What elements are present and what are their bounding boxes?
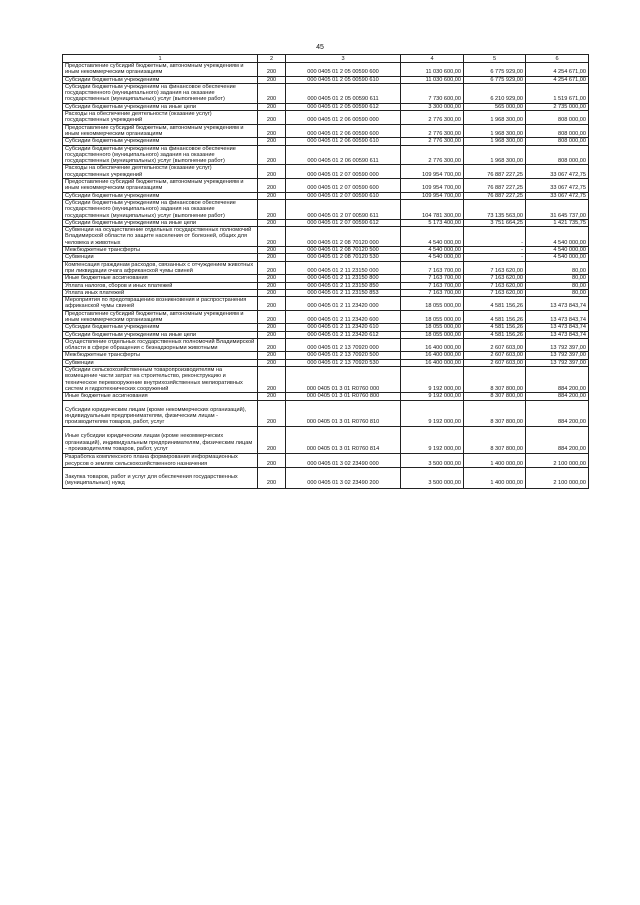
row-remaining-cell: 33 067 472,75 bbox=[526, 179, 589, 193]
table-row bbox=[63, 282, 589, 289]
row-approved-cell: 18 055 000,00 bbox=[401, 310, 464, 324]
row-executed-cell: 7 163 620,00 bbox=[464, 289, 526, 296]
row-code-cell: 200 bbox=[258, 454, 286, 468]
row-executed-cell: 7 163 620,00 bbox=[464, 275, 526, 282]
row-remaining-cell: 884 200,00 bbox=[526, 367, 589, 393]
row-code-cell: 200 bbox=[258, 338, 286, 352]
row-code-cell: 200 bbox=[258, 261, 286, 275]
row-kbk-cell: 000 0405 01 2 07 00590 611 bbox=[286, 199, 401, 219]
table-row bbox=[63, 124, 589, 138]
row-kbk-cell: 000 0405 01 2 06 00590 610 bbox=[286, 138, 401, 145]
table-row bbox=[63, 63, 589, 77]
table-row bbox=[63, 219, 589, 226]
table-row bbox=[63, 400, 589, 427]
row-remaining-cell: 884 200,00 bbox=[526, 427, 589, 454]
row-approved-cell: 109 954 700,00 bbox=[401, 179, 464, 193]
row-approved-cell: 3 300 000,00 bbox=[401, 103, 464, 110]
row-approved-cell: 16 400 000,00 bbox=[401, 359, 464, 366]
row-approved-cell: 2 776 300,00 bbox=[401, 138, 464, 145]
row-executed-cell: 6 775 929,00 bbox=[464, 63, 526, 77]
row-name-cell: Субвенции bbox=[63, 359, 258, 366]
row-approved-cell: 104 781 300,00 bbox=[401, 199, 464, 219]
row-approved-cell: 3 500 000,00 bbox=[401, 467, 464, 488]
row-code-cell: 200 bbox=[258, 138, 286, 145]
column-header: 6 bbox=[526, 55, 589, 63]
row-name-cell: Субсидии бюджетным учреждениям bbox=[63, 324, 258, 331]
row-code-cell: 200 bbox=[258, 289, 286, 296]
table-row bbox=[63, 227, 589, 247]
row-approved-cell: 3 500 000,00 bbox=[401, 454, 464, 468]
row-remaining-cell: 2 100 000,00 bbox=[526, 454, 589, 468]
row-executed-cell: - bbox=[464, 227, 526, 247]
row-executed-cell: 1 968 300,00 bbox=[464, 145, 526, 165]
row-name-cell: Субсидии сельскохозяйственным товаропроизводителям на возмещение части затрат на строительство, реконструкцию и техническое перевооружение внутрихозяйственных мелиоративных систем и гидротехнических сооружений bbox=[63, 367, 258, 393]
row-approved-cell: 7 163 700,00 bbox=[401, 282, 464, 289]
row-remaining-cell: 13 792 397,00 bbox=[526, 352, 589, 359]
table-row bbox=[63, 192, 589, 199]
row-remaining-cell: 4 540 000,00 bbox=[526, 227, 589, 247]
row-code-cell: 200 bbox=[258, 247, 286, 254]
row-code-cell: 200 bbox=[258, 111, 286, 125]
row-executed-cell: 4 581 156,26 bbox=[464, 331, 526, 338]
table-row bbox=[63, 145, 589, 165]
column-header: 4 bbox=[401, 55, 464, 63]
table-row bbox=[63, 247, 589, 254]
row-executed-cell: - bbox=[464, 247, 526, 254]
row-name-cell: Субсидии бюджетным учреждениям на финансовое обеспечение государственного (муниципального) задания на оказание государственных (муниципальных) услуг (выполнение работ) bbox=[63, 145, 258, 165]
row-code-cell: 200 bbox=[258, 83, 286, 103]
table-body bbox=[63, 63, 589, 489]
row-approved-cell: 18 055 000,00 bbox=[401, 331, 464, 338]
row-kbk-cell: 000 0405 01 2 05 00590 600 bbox=[286, 63, 401, 77]
row-remaining-cell: 13 792 397,00 bbox=[526, 359, 589, 366]
row-kbk-cell: 000 0405 01 2 08 70120 500 bbox=[286, 247, 401, 254]
row-executed-cell: 76 887 227,25 bbox=[464, 192, 526, 199]
row-code-cell: 200 bbox=[258, 275, 286, 282]
row-code-cell: 200 bbox=[258, 297, 286, 311]
row-approved-cell: 5 173 400,00 bbox=[401, 219, 464, 226]
row-kbk-cell: 000 0405 01 3 02 23490 000 bbox=[286, 454, 401, 468]
row-executed-cell: 1 400 000,00 bbox=[464, 467, 526, 488]
row-executed-cell: 4 581 156,26 bbox=[464, 324, 526, 331]
table-row bbox=[63, 254, 589, 261]
row-executed-cell: 1 400 000,00 bbox=[464, 454, 526, 468]
row-code-cell: 200 bbox=[258, 427, 286, 454]
row-code-cell: 200 bbox=[258, 227, 286, 247]
row-name-cell: Субсидии юридическим лицам (кроме некоммерческих организаций), индивидуальным предпринимателям, физическим лицам - производителям товаров, работ, услуг bbox=[63, 400, 258, 427]
row-remaining-cell: 80,00 bbox=[526, 275, 589, 282]
row-executed-cell: 4 581 156,26 bbox=[464, 297, 526, 311]
row-approved-cell: 18 055 000,00 bbox=[401, 324, 464, 331]
row-remaining-cell: 1 421 735,75 bbox=[526, 219, 589, 226]
row-name-cell: Субсидии бюджетным учреждениям на финансовое обеспечение государственного (муниципального) задания на оказание государственных (муниципальных) услуг (выполнение работ) bbox=[63, 83, 258, 103]
row-name-cell: Иные бюджетные ассигнования bbox=[63, 275, 258, 282]
row-code-cell: 200 bbox=[258, 145, 286, 165]
table-row bbox=[63, 289, 589, 296]
row-kbk-cell: 000 0405 01 2 07 00590 600 bbox=[286, 179, 401, 193]
row-remaining-cell: 13 473 843,74 bbox=[526, 297, 589, 311]
table-row bbox=[63, 111, 589, 125]
row-name-cell: Субсидии бюджетным учреждениям bbox=[63, 76, 258, 83]
row-executed-cell: - bbox=[464, 254, 526, 261]
row-approved-cell: 2 776 300,00 bbox=[401, 124, 464, 138]
row-kbk-cell: 000 0405 01 2 08 70120 530 bbox=[286, 254, 401, 261]
row-name-cell: Субвенции bbox=[63, 254, 258, 261]
row-remaining-cell: 80,00 bbox=[526, 261, 589, 275]
row-kbk-cell: 000 0405 01 2 13 70920 000 bbox=[286, 338, 401, 352]
row-remaining-cell: 13 473 843,74 bbox=[526, 324, 589, 331]
row-name-cell: Разработка комплексного плана формирования информационных ресурсов о землях сельскохозяйственного назначения bbox=[63, 454, 258, 468]
row-kbk-cell: 000 0405 01 2 11 23420 612 bbox=[286, 331, 401, 338]
row-remaining-cell: 808 000,00 bbox=[526, 111, 589, 125]
row-remaining-cell: 33 067 472,75 bbox=[526, 192, 589, 199]
table-row bbox=[63, 454, 589, 468]
row-approved-cell: 4 540 000,00 bbox=[401, 254, 464, 261]
row-kbk-cell: 000 0405 01 2 11 23150 850 bbox=[286, 282, 401, 289]
table-row bbox=[63, 427, 589, 454]
row-code-cell: 200 bbox=[258, 331, 286, 338]
row-kbk-cell: 000 0405 01 2 05 00590 611 bbox=[286, 83, 401, 103]
table-row bbox=[63, 324, 589, 331]
row-remaining-cell: 80,00 bbox=[526, 289, 589, 296]
table-row bbox=[63, 331, 589, 338]
row-name-cell: Уплата налогов, сборов и иных платежей bbox=[63, 282, 258, 289]
row-executed-cell: 73 135 563,00 bbox=[464, 199, 526, 219]
row-remaining-cell: 4 254 671,00 bbox=[526, 76, 589, 83]
row-code-cell: 200 bbox=[258, 199, 286, 219]
row-name-cell: Закупка товаров, работ и услуг для обеспечения государственных (муниципальных) нужд bbox=[63, 467, 258, 488]
row-code-cell: 200 bbox=[258, 63, 286, 77]
row-code-cell: 200 bbox=[258, 165, 286, 179]
row-kbk-cell: 000 0405 01 2 06 00590 611 bbox=[286, 145, 401, 165]
row-code-cell: 200 bbox=[258, 393, 286, 400]
row-approved-cell: 7 730 600,00 bbox=[401, 83, 464, 103]
row-kbk-cell: 000 0405 01 2 13 70920 530 bbox=[286, 359, 401, 366]
table-row bbox=[63, 165, 589, 179]
row-approved-cell: 16 400 000,00 bbox=[401, 352, 464, 359]
row-kbk-cell: 000 0405 01 3 01 R0760 000 bbox=[286, 367, 401, 393]
row-executed-cell: 2 607 603,00 bbox=[464, 338, 526, 352]
table-row bbox=[63, 83, 589, 103]
row-approved-cell: 9 192 000,00 bbox=[401, 400, 464, 427]
row-code-cell: 200 bbox=[258, 367, 286, 393]
row-name-cell: Уплата иных платежей bbox=[63, 289, 258, 296]
row-name-cell: Иные субсидии юридическим лицам (кроме некоммерческих организаций), индивидуальным предпринимателям, физическим лицам - производителям товаров, работ, услуг bbox=[63, 427, 258, 454]
row-kbk-cell: 000 0405 01 3 02 23490 200 bbox=[286, 467, 401, 488]
row-kbk-cell: 000 0405 01 2 11 23420 610 bbox=[286, 324, 401, 331]
row-code-cell: 200 bbox=[258, 254, 286, 261]
row-code-cell: 200 bbox=[258, 192, 286, 199]
row-executed-cell: 4 581 156,26 bbox=[464, 310, 526, 324]
row-name-cell: Субсидии бюджетным учреждениям bbox=[63, 192, 258, 199]
row-approved-cell: 109 954 700,00 bbox=[401, 165, 464, 179]
row-remaining-cell: 13 473 843,74 bbox=[526, 331, 589, 338]
row-executed-cell: 6 775 929,00 bbox=[464, 76, 526, 83]
row-code-cell: 200 bbox=[258, 359, 286, 366]
row-name-cell: Субсидии бюджетным учреждениям на иные цели bbox=[63, 103, 258, 110]
row-approved-cell: 4 540 000,00 bbox=[401, 247, 464, 254]
row-kbk-cell: 000 0405 01 2 11 23150 800 bbox=[286, 275, 401, 282]
row-executed-cell: 8 307 800,00 bbox=[464, 367, 526, 393]
row-remaining-cell: 4 254 671,00 bbox=[526, 63, 589, 77]
row-remaining-cell: 808 000,00 bbox=[526, 145, 589, 165]
row-name-cell: Субсидии бюджетным учреждениям на финансовое обеспечение государственного (муниципального) задания на оказание государственных (муниципальных) услуг (выполнение работ) bbox=[63, 199, 258, 219]
row-name-cell: Предоставление субсидий бюджетным, автономным учреждениям и иным некоммерческим организациям bbox=[63, 310, 258, 324]
row-code-cell: 200 bbox=[258, 324, 286, 331]
table-row bbox=[63, 393, 589, 400]
row-kbk-cell: 000 0405 01 2 11 23150 853 bbox=[286, 289, 401, 296]
row-name-cell: Компенсация граждинам расходов, связанных с отчуждением животных при ликвидации очага африканской чумы свиней bbox=[63, 261, 258, 275]
row-name-cell: Субвенции на осуществление отдельных государственных полномочий Владимирской области по защите населения от болезней, общих для человека и животных bbox=[63, 227, 258, 247]
row-remaining-cell: 4 540 000,00 bbox=[526, 254, 589, 261]
column-header: 2 bbox=[258, 55, 286, 63]
row-name-cell: Межбюджетные трансферты bbox=[63, 352, 258, 359]
table-row bbox=[63, 76, 589, 83]
row-remaining-cell: 1 519 671,00 bbox=[526, 83, 589, 103]
table-row bbox=[63, 261, 589, 275]
row-remaining-cell: 13 792 397,00 bbox=[526, 338, 589, 352]
table-row bbox=[63, 367, 589, 393]
row-remaining-cell: 31 645 737,00 bbox=[526, 199, 589, 219]
row-remaining-cell: 2 735 000,00 bbox=[526, 103, 589, 110]
row-executed-cell: 76 887 227,25 bbox=[464, 165, 526, 179]
row-name-cell: Предоставление субсидий бюджетным, автономным учреждениям и иным некоммерческим организациям bbox=[63, 63, 258, 77]
row-code-cell: 200 bbox=[258, 103, 286, 110]
row-kbk-cell: 000 0405 01 2 11 23150 000 bbox=[286, 261, 401, 275]
row-code-cell: 200 bbox=[258, 282, 286, 289]
row-remaining-cell: 2 100 000,00 bbox=[526, 467, 589, 488]
row-approved-cell: 9 192 000,00 bbox=[401, 393, 464, 400]
row-executed-cell: 1 968 300,00 bbox=[464, 138, 526, 145]
row-name-cell: Расходы на обеспечение деятельности (оказание услуг) государственных учреждений bbox=[63, 165, 258, 179]
row-executed-cell: 2 607 603,00 bbox=[464, 359, 526, 366]
row-approved-cell: 16 400 000,00 bbox=[401, 338, 464, 352]
row-kbk-cell: 000 0405 01 2 07 00590 610 bbox=[286, 192, 401, 199]
table-row bbox=[63, 338, 589, 352]
row-remaining-cell: 884 200,00 bbox=[526, 400, 589, 427]
row-kbk-cell: 000 0405 01 2 05 00590 612 bbox=[286, 103, 401, 110]
table-row bbox=[63, 359, 589, 366]
table-row bbox=[63, 103, 589, 110]
row-approved-cell: 11 030 600,00 bbox=[401, 76, 464, 83]
row-kbk-cell: 000 0405 01 2 08 70120 000 bbox=[286, 227, 401, 247]
table-row bbox=[63, 199, 589, 219]
row-approved-cell: 7 163 700,00 bbox=[401, 289, 464, 296]
row-approved-cell: 4 540 000,00 bbox=[401, 227, 464, 247]
row-kbk-cell: 000 0405 01 3 01 R0760 814 bbox=[286, 427, 401, 454]
row-approved-cell: 18 055 000,00 bbox=[401, 297, 464, 311]
row-name-cell: Предоставление субсидий бюджетным, автономным учреждениям и иным некоммерческим организациям bbox=[63, 179, 258, 193]
row-name-cell: Субсидии бюджетным учреждениям bbox=[63, 138, 258, 145]
row-remaining-cell: 80,00 bbox=[526, 282, 589, 289]
table-row bbox=[63, 275, 589, 282]
row-code-cell: 200 bbox=[258, 352, 286, 359]
row-kbk-cell: 000 0405 01 2 06 00590 600 bbox=[286, 124, 401, 138]
row-executed-cell: 565 000,00 bbox=[464, 103, 526, 110]
row-code-cell: 200 bbox=[258, 124, 286, 138]
column-header: 5 bbox=[464, 55, 526, 63]
table-row bbox=[63, 138, 589, 145]
row-name-cell: Расходы на обеспечение деятельности (оказание услуг) государственных учреждений bbox=[63, 111, 258, 125]
row-remaining-cell: 884 200,00 bbox=[526, 393, 589, 400]
row-name-cell: Межбюджетные трансферты bbox=[63, 247, 258, 254]
row-code-cell: 200 bbox=[258, 179, 286, 193]
row-name-cell: Мероприятия по предотвращению возникновения и распространения африканской чумы свиней bbox=[63, 297, 258, 311]
row-approved-cell: 109 954 700,00 bbox=[401, 192, 464, 199]
column-header: 1 bbox=[63, 55, 258, 63]
row-approved-cell: 9 192 000,00 bbox=[401, 427, 464, 454]
row-name-cell: Субсидии бюджетным учреждениям на иные цели bbox=[63, 219, 258, 226]
row-remaining-cell: 808 000,00 bbox=[526, 138, 589, 145]
row-name-cell: Иные бюджетные ассигнования bbox=[63, 393, 258, 400]
row-code-cell: 200 bbox=[258, 219, 286, 226]
row-executed-cell: 2 607 603,00 bbox=[464, 352, 526, 359]
row-approved-cell: 2 776 300,00 bbox=[401, 111, 464, 125]
row-remaining-cell: 4 540 000,00 bbox=[526, 247, 589, 254]
row-executed-cell: 1 968 300,00 bbox=[464, 111, 526, 125]
row-name-cell: Предоставление субсидий бюджетным, автономным учреждениям и иным некоммерческим организациям bbox=[63, 124, 258, 138]
row-kbk-cell: 000 0405 01 3 01 R0760 800 bbox=[286, 393, 401, 400]
table-row bbox=[63, 179, 589, 193]
row-executed-cell: 8 307 800,00 bbox=[464, 427, 526, 454]
row-executed-cell: 8 307 800,00 bbox=[464, 400, 526, 427]
table-row bbox=[63, 310, 589, 324]
row-name-cell: Осуществление отдельных государственных полномочий Владимирской области в сфере обращения с безнадзорными животными bbox=[63, 338, 258, 352]
row-kbk-cell: 000 0405 01 2 06 00590 000 bbox=[286, 111, 401, 125]
row-code-cell: 200 bbox=[258, 310, 286, 324]
row-executed-cell: 6 210 929,00 bbox=[464, 83, 526, 103]
row-kbk-cell: 000 0405 01 2 11 23420 600 bbox=[286, 310, 401, 324]
table-row bbox=[63, 297, 589, 311]
row-executed-cell: 8 307 800,00 bbox=[464, 393, 526, 400]
row-code-cell: 200 bbox=[258, 76, 286, 83]
row-remaining-cell: 33 067 472,75 bbox=[526, 165, 589, 179]
row-approved-cell: 7 163 700,00 bbox=[401, 261, 464, 275]
row-kbk-cell: 000 0405 01 2 07 00590 612 bbox=[286, 219, 401, 226]
row-executed-cell: 7 163 620,00 bbox=[464, 282, 526, 289]
row-name-cell: Субсидии бюджетным учреждениям на иные цели bbox=[63, 331, 258, 338]
row-remaining-cell: 808 000,00 bbox=[526, 124, 589, 138]
row-code-cell: 200 bbox=[258, 467, 286, 488]
row-kbk-cell: 000 0405 01 2 11 23420 000 bbox=[286, 297, 401, 311]
row-executed-cell: 7 163 620,00 bbox=[464, 261, 526, 275]
budget-table bbox=[62, 54, 589, 489]
row-kbk-cell: 000 0405 01 2 07 00590 000 bbox=[286, 165, 401, 179]
row-approved-cell: 2 776 300,00 bbox=[401, 145, 464, 165]
row-remaining-cell: 13 473 843,74 bbox=[526, 310, 589, 324]
row-approved-cell: 9 192 000,00 bbox=[401, 367, 464, 393]
page-number: 45 bbox=[316, 44, 324, 51]
row-kbk-cell: 000 0405 01 2 13 70920 500 bbox=[286, 352, 401, 359]
table-row bbox=[63, 352, 589, 359]
row-kbk-cell: 000 0405 01 2 05 00590 610 bbox=[286, 76, 401, 83]
table-header bbox=[63, 55, 589, 63]
row-executed-cell: 3 751 664,25 bbox=[464, 219, 526, 226]
row-code-cell: 200 bbox=[258, 400, 286, 427]
row-executed-cell: 76 887 227,25 bbox=[464, 179, 526, 193]
table-row bbox=[63, 467, 589, 488]
row-approved-cell: 7 163 700,00 bbox=[401, 275, 464, 282]
row-approved-cell: 11 030 600,00 bbox=[401, 63, 464, 77]
row-kbk-cell: 000 0405 01 3 01 R0760 810 bbox=[286, 400, 401, 427]
row-executed-cell: 1 968 300,00 bbox=[464, 124, 526, 138]
column-header: 3 bbox=[286, 55, 401, 63]
